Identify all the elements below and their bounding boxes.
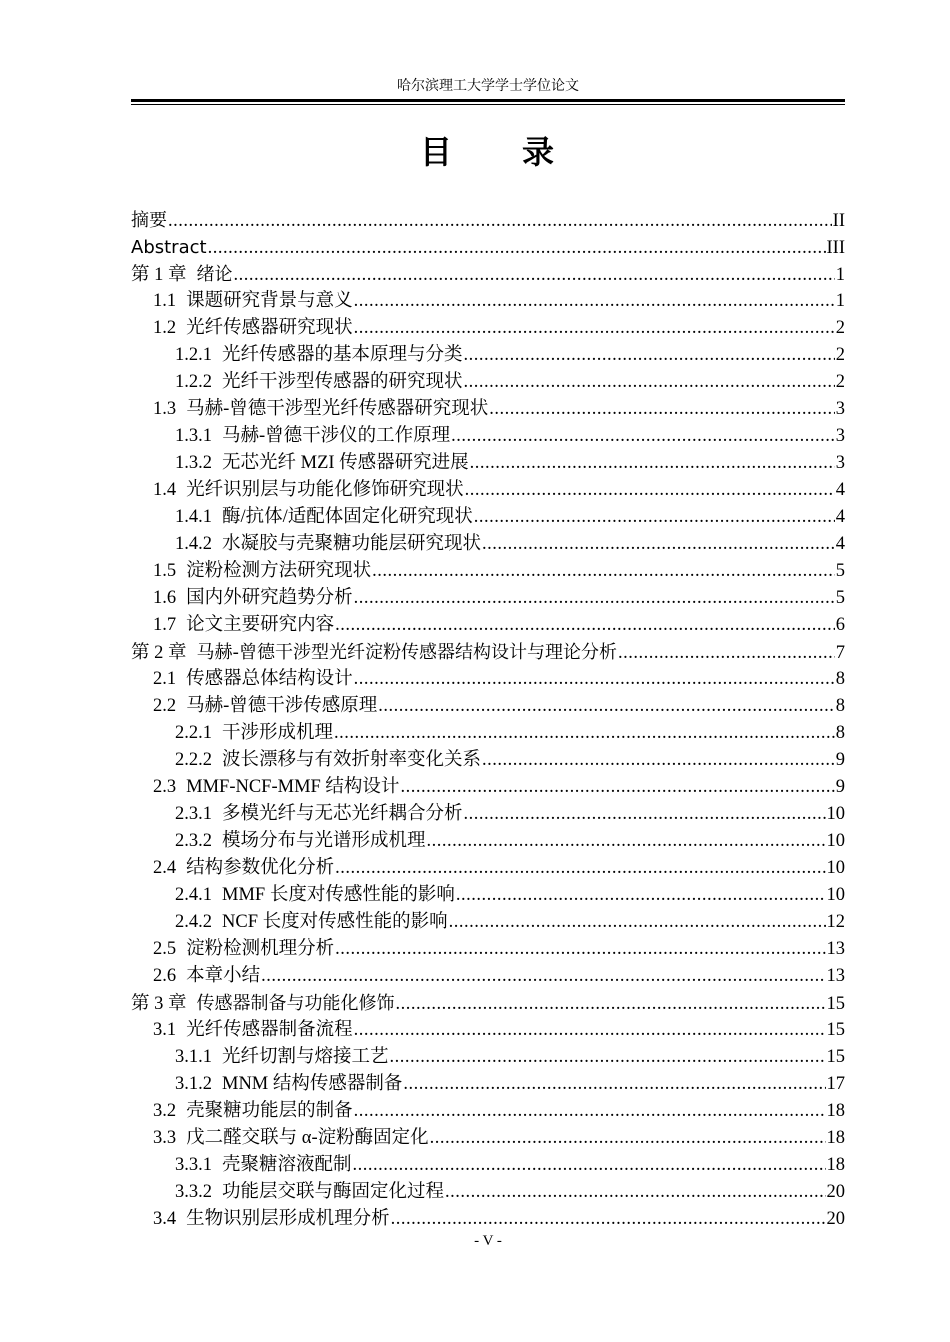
toc-leader-dots [390,1044,826,1071]
toc-entry-number: 2.5 [153,939,177,959]
toc-entry-title: 壳聚糖溶液配制 [222,1155,352,1175]
toc-entry[interactable] [131,504,845,531]
toc-entry-page: 8 [835,696,845,716]
toc-entry[interactable] [131,1017,845,1044]
toc-entry-page: 4 [835,534,845,554]
toc-entry[interactable] [131,882,845,909]
toc-entry-title: 传感器制备与功能化修饰 [196,993,395,1014]
toc-entry-number: 3.3.1 [175,1155,212,1175]
toc-entry[interactable] [131,315,845,342]
toc-leader-dots [378,693,834,720]
toc-entry[interactable] [131,1071,845,1098]
toc-entry-page: 3 [835,399,845,419]
toc-entry-number: 1.4.2 [175,534,212,554]
toc-entry-number: 2.2.1 [175,723,212,743]
toc-entry-title: NCF 长度对传感性能的影响 [222,912,448,932]
toc-leader-dots [391,1206,826,1233]
toc-leader-dots [354,1017,826,1044]
toc-leader-dots [168,208,832,235]
toc-leader-dots [470,450,835,477]
toc-entry-page: 1 [835,265,845,285]
toc-entry-title: 水凝胶与壳聚糖功能层研究现状 [222,534,482,554]
toc-entry[interactable] [131,801,845,828]
toc-entry-page: 17 [826,1074,845,1094]
toc-entry-title: 光纤传感器的基本原理与分类 [222,345,463,365]
toc-entry-title: 光纤传感器制备流程 [186,1020,353,1040]
toc-entry-number: 3.1 [153,1020,177,1040]
toc-entry[interactable] [131,909,845,936]
toc-entry[interactable] [131,261,845,288]
toc-entry-number: 1.1 [153,291,177,311]
toc-entry-number: 第 1 章 [131,265,187,285]
toc-entry-page: 4 [835,480,845,500]
toc-entry-page: 4 [835,507,845,527]
toc-entry-number: 1.3 [153,399,177,419]
toc-entry-title: MNM 结构传感器制备 [222,1074,403,1094]
toc-entry[interactable] [131,828,845,855]
toc-entry-title: Abstract [131,237,207,258]
toc-leader-dots [372,558,835,585]
toc-leader-dots [335,855,825,882]
toc-entry-title: MMF-NCF-MMF 结构设计 [186,777,400,797]
toc-entry-page: 18 [826,1155,845,1175]
toc-entry-title: 光纤干涉型传感器的研究现状 [222,372,463,392]
toc-entry-number: 1.4 [153,480,177,500]
toc-entry[interactable] [131,693,845,720]
toc-entry-title: MMF 长度对传感性能的影响 [222,885,455,905]
toc-leader-dots [208,235,826,262]
toc-entry[interactable] [131,234,845,261]
toc-entry[interactable] [131,369,845,396]
toc-entry-title: 马赫-曾德干涉型光纤传感器研究现状 [186,399,489,419]
toc-entry-page: 10 [826,885,845,905]
toc-entry-number: 3.1.2 [175,1074,212,1094]
toc-leader-dots [464,369,835,396]
toc-entry-number: 1.4.1 [175,507,212,527]
toc-entry-page: 5 [835,588,845,608]
toc-entry-number: 2.2 [153,696,177,716]
toc-entry[interactable] [131,855,845,882]
toc-entry-title: 淀粉检测方法研究现状 [186,561,372,581]
toc-entry-title: 课题研究背景与意义 [186,291,353,311]
toc-entry-title: 光纤切割与熔接工艺 [222,1047,389,1067]
toc-leader-dots [396,991,826,1018]
toc-entry[interactable] [131,1125,845,1152]
toc-entry-title: 戊二醛交联与 α-淀粉酶固定化 [186,1128,429,1148]
toc-leader-dots [334,720,835,747]
toc-entry-page: 2 [835,372,845,392]
toc-entry-number: 1.2 [153,318,177,338]
toc-entry[interactable] [131,774,845,801]
toc-entry-number: 1.5 [153,561,177,581]
toc-entry-number: 2.1 [153,669,177,689]
toc-entry-page: 12 [826,912,845,932]
page-number: - V - [474,1233,502,1249]
toc-leader-dots [354,288,835,315]
toc-entry-number: 1.3.1 [175,426,212,446]
toc-entry[interactable] [131,720,845,747]
toc-entry[interactable] [131,531,845,558]
toc-entry-page: 10 [826,858,845,878]
toc-entry-number: 1.7 [153,615,177,635]
toc-entry[interactable] [131,1206,845,1233]
toc-entry[interactable] [131,639,845,666]
toc-entry-page: 9 [835,750,845,770]
toc-entry-page: 15 [826,1047,845,1067]
toc-leader-dots [456,882,826,909]
toc-entry-title: 马赫-曾德干涉传感原理 [186,696,378,716]
toc-entry-title: 酶/抗体/适配体固定化研究现状 [222,507,473,527]
toc-leader-dots [464,801,826,828]
toc-leader-dots [430,1125,826,1152]
header-rule-thick [131,99,845,102]
toc-entry[interactable] [131,747,845,774]
toc-entry-title: 模场分布与光谱形成机理 [222,831,426,851]
toc-leader-dots [427,828,826,855]
toc-entry[interactable] [131,666,845,693]
toc-leader-dots [403,1071,825,1098]
toc-entry-page: 3 [835,426,845,446]
toc-entry[interactable] [131,585,845,612]
toc-entry-page: 10 [826,804,845,824]
toc-entry-number: 1.6 [153,588,177,608]
toc-entry-page: 7 [835,643,845,663]
toc-leader-dots [400,774,834,801]
toc-entry-title: 国内外研究趋势分析 [186,588,353,608]
toc-entry-page: 20 [826,1209,845,1229]
toc-entry[interactable] [131,990,845,1017]
toc-leader-dots [465,477,835,504]
toc-entry[interactable] [131,1152,845,1179]
toc-entry-number: 1.2.2 [175,372,212,392]
toc-entry-number: 3.4 [153,1209,177,1229]
toc-entry[interactable] [131,1179,845,1206]
toc-leader-dots [482,747,835,774]
toc-entry-title: 淀粉检测机理分析 [186,939,335,959]
page-title: 目 录 [419,133,556,171]
toc-entry-title: 摘要 [131,210,167,231]
toc-entry-page: 20 [826,1182,845,1202]
toc-entry-title: 马赫-曾德干涉仪的工作原理 [222,426,451,446]
toc-entry-page: 10 [826,831,845,851]
toc-entry[interactable] [131,342,845,369]
toc-entry-number: 3.2 [153,1101,177,1121]
toc-entry-page: 18 [826,1128,845,1148]
toc-entry-title: 绪论 [196,264,233,285]
toc-leader-dots [489,396,834,423]
toc-entry[interactable] [131,963,845,990]
toc-leader-dots [482,531,835,558]
toc-leader-dots [354,585,835,612]
toc-entry-page: 1 [835,291,845,311]
toc-entry-number: 2.4 [153,858,177,878]
toc-entry[interactable] [131,477,845,504]
toc-entry[interactable] [131,450,845,477]
toc-leader-dots [618,640,835,667]
toc-entry[interactable] [131,207,845,234]
toc-entry-title: 多模光纤与无芯光纤耦合分析 [222,804,463,824]
toc-entry-title: 无芯光纤 MZI 传感器研究进展 [222,453,469,473]
toc-entry-number: 3.3.2 [175,1182,212,1202]
toc-entry-number: 2.3.1 [175,804,212,824]
toc-entry[interactable] [131,288,845,315]
toc-entry[interactable] [131,1044,845,1071]
toc-entry-title: 光纤识别层与功能化修饰研究现状 [186,480,464,500]
toc-entry-title: 光纤传感器研究现状 [186,318,353,338]
toc-leader-dots [354,315,835,342]
toc-leader-dots [464,342,835,369]
page-header: 哈尔滨理工大学学士学位论文 [397,79,579,94]
toc-entry-title: 壳聚糖功能层的制备 [186,1101,353,1121]
toc-entry-page: 8 [835,669,845,689]
toc-entry-page: 2 [835,345,845,365]
toc-entry-page: 15 [826,1020,845,1040]
toc-entry-page: 5 [835,561,845,581]
toc-entry-page: 3 [835,453,845,473]
toc-entry-number: 2.2.2 [175,750,212,770]
toc-entry-title: 生物识别层形成机理分析 [186,1209,390,1229]
toc-leader-dots [354,1098,826,1125]
header-rule-thin [131,104,845,105]
toc-leader-dots [261,963,825,990]
toc-entry-number: 3.1.1 [175,1047,212,1067]
toc-leader-dots [335,612,835,639]
toc-entry-title: 功能层交联与酶固定化过程 [222,1182,445,1202]
toc-entry-title: 波长漂移与有效折射率变化关系 [222,750,482,770]
table-of-contents [131,207,845,1233]
toc-entry-number: 2.4.1 [175,885,212,905]
toc-entry-title: 结构参数优化分析 [186,858,335,878]
toc-entry-number: 2.3.2 [175,831,212,851]
toc-entry-title: 传感器总体结构设计 [186,669,353,689]
toc-entry-title: 论文主要研究内容 [186,615,335,635]
toc-entry-number: 2.3 [153,777,177,797]
toc-entry[interactable] [131,1098,845,1125]
toc-leader-dots [234,262,835,289]
toc-entry[interactable] [131,558,845,585]
toc-entry-number: 2.4.2 [175,912,212,932]
toc-entry-page: 6 [835,615,845,635]
toc-leader-dots [449,909,826,936]
toc-entry[interactable] [131,396,845,423]
toc-entry-number: 第 2 章 [131,643,187,663]
toc-entry-title: 马赫-曾德干涉型光纤淀粉传感器结构设计与理论分析 [196,642,618,663]
toc-entry[interactable] [131,423,845,450]
toc-entry[interactable] [131,936,845,963]
toc-entry-page: 8 [835,723,845,743]
toc-entry-number: 1.3.2 [175,453,212,473]
toc-leader-dots [354,666,835,693]
toc-entry-number: 2.6 [153,966,177,986]
toc-entry-page: 18 [826,1101,845,1121]
toc-entry[interactable] [131,612,845,639]
toc-entry-page: 13 [826,939,845,959]
toc-entry-page: 9 [835,777,845,797]
toc-entry-number: 第 3 章 [131,994,187,1014]
toc-entry-title: 本章小结 [186,966,261,986]
toc-entry-page: 15 [826,994,845,1014]
toc-leader-dots [353,1152,826,1179]
toc-leader-dots [474,504,835,531]
toc-leader-dots [445,1179,825,1206]
toc-entry-title: 干涉形成机理 [222,723,334,743]
toc-entry-number: 3.3 [153,1128,177,1148]
toc-entry-page: 2 [835,318,845,338]
toc-leader-dots [335,936,825,963]
toc-entry-page: III [826,238,845,258]
toc-entry-page: II [832,211,845,231]
toc-leader-dots [451,423,835,450]
toc-entry-page: 13 [826,966,845,986]
toc-entry-number: 1.2.1 [175,345,212,365]
